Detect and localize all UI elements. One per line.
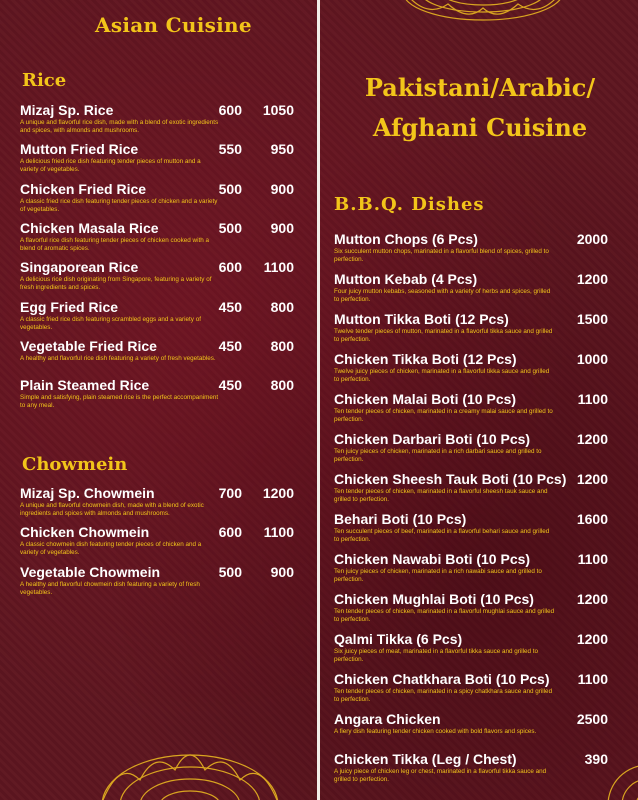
menu-item-name: Mizaj Sp. Rice: [20, 102, 114, 118]
menu-item-name: Chicken Masala Rice: [20, 219, 159, 236]
price-half: 700: [218, 485, 242, 501]
menu-item: [334, 631, 556, 664]
menu-item-description: Twelve juicy pieces of chicken, marinated in a flavorful tikka sauce and grilled to perfection.: [334, 368, 550, 383]
price-half: 600: [218, 524, 242, 541]
menu-item-name: Chicken Fried Rice: [20, 180, 147, 197]
menu-item-name: Mutton Kebab (4 Pcs): [334, 271, 478, 287]
menu-item-name: Chicken Nawabi Boti (10 Pcs): [334, 551, 531, 567]
menu-item-name: Chicken Darbari Boti (10 Pcs): [334, 431, 531, 447]
menu-item: [20, 377, 220, 410]
menu-item-price: 1100: [577, 671, 608, 687]
menu-item-description: A healthy and flavorful rice dish featuring a variety of fresh vegetables.: [20, 354, 216, 362]
menu-item-name: Mutton Fried Rice: [20, 141, 139, 158]
menu-item-name: Chicken Chowmein: [20, 524, 150, 541]
menu-item-name: Vegetable Fried Rice: [20, 337, 157, 354]
price-half: 450: [218, 337, 242, 354]
menu-item-description: A healthy and flavorful chowmein dish featuring a variety of fresh vegetables.: [20, 580, 200, 596]
menu-item-name: Angara Chicken: [334, 711, 441, 727]
price-full: 800: [270, 337, 294, 354]
price-full: 900: [270, 563, 294, 580]
menu-item-description: A juicy piece of chicken leg or chest, marinated in a flavorful tikka sauce and grilled to perfection.: [334, 768, 547, 783]
pakistani-arabic-afghani-title: [340, 68, 620, 148]
menu-item-description: A flavorful rice dish featuring tender pieces of chicken cooked with a blend of aromatic spices.: [20, 236, 210, 252]
menu-item: [334, 231, 556, 264]
menu-item-description: Twelve tender pieces of mutton, marinated in a flavorful tikka sauce and grilled to perfection.: [334, 328, 553, 343]
price-half: 500: [218, 563, 242, 580]
menu-item: [20, 220, 220, 253]
menu-item-description: Six succulent mutton chops, marinated in a flavorful blend of spices, grilled to perfection.: [334, 248, 549, 263]
menu-item-name: Vegetable Chowmein: [20, 563, 161, 580]
menu-item-description: Simple and satisfying, plain steamed rice is the perfect accompaniment to any meal.: [20, 394, 219, 410]
menu-item: [334, 551, 556, 584]
menu-item-name: Qalmi Tikka (6 Pcs): [334, 631, 463, 647]
menu-item-name: Chicken Malai Boti (10 Pcs): [334, 391, 517, 407]
price-half: 450: [218, 377, 242, 394]
menu-item: [20, 181, 220, 214]
menu-item-price: 1000: [576, 351, 608, 367]
menu-item-description: A classic chowmein dish featuring tender pieces of chicken and a variety of vegetables.: [20, 541, 202, 557]
menu-item-price: 1100: [577, 391, 608, 407]
menu-item: [334, 751, 556, 784]
price-full: 900: [270, 219, 294, 236]
menu-item: [334, 471, 567, 504]
price-full: 800: [270, 377, 294, 394]
menu-item: [20, 259, 220, 292]
menu-item-name: Chicken Sheesh Tauk Boti (10 Pcs): [334, 471, 567, 487]
menu-item-description: Six juicy pieces of meat, marinated in a flavorful tikka sauce and grilled to perfection.: [334, 648, 539, 663]
menu-item-price: 2500: [576, 711, 608, 727]
menu-item-name: Chicken Tikka (Leg / Chest): [334, 751, 517, 767]
menu-item: [334, 391, 556, 424]
menu-item-description: Ten tender pieces of chicken, marinated in a spicy chatkhara sauce and grilled to perfection.: [334, 688, 553, 703]
menu-item-description: A unique and flavorful rice dish, made with a blend of exotic ingredients and spices, with almonds and mushrooms.: [20, 119, 219, 134]
price-full: 1050: [262, 102, 294, 118]
menu-item-description: Ten succulent pieces of beef, marinated in a flavorful behari sauce and grilled to perfection.: [334, 528, 550, 543]
menu-item-description: A unique and flavorful chowmein dish, made with a blend of exotic ingredients and spices with almonds and mushrooms.: [20, 502, 204, 517]
menu-item-description: Ten tender pieces of chicken, marinated in a creamy malai sauce and grilled to perfection.: [334, 408, 553, 423]
price-full: 900: [270, 180, 294, 197]
menu-item: [334, 511, 556, 544]
menu-item-price: 1100: [577, 551, 608, 567]
menu-item-name: Mutton Tikka Boti (12 Pcs): [334, 311, 509, 327]
menu-item-name: Singaporean Rice: [20, 259, 139, 276]
menu-item-description: Ten juicy pieces of chicken, marinated in a rich darbari sauce and grilled to perfection.: [334, 448, 542, 463]
mandala-ornament-corner-icon: [598, 740, 638, 800]
menu-item: [334, 351, 556, 384]
menu-item: [20, 299, 220, 332]
menu-item: [20, 564, 220, 597]
menu-item-description: A delicious fried rice dish featuring tender pieces of mutton and a variety of vegetables.: [20, 158, 201, 174]
price-half: 450: [218, 298, 242, 315]
asian-cuisine-title: Asian Cuisine: [95, 13, 252, 37]
menu-item-description: A classic fried rice dish featuring scrambled eggs and a variety of vegetables.: [20, 315, 201, 331]
menu-item: [20, 102, 220, 135]
menu-item-name: Egg Fried Rice: [20, 298, 119, 315]
menu-item-name: Mizaj Sp. Chowmein: [20, 485, 155, 501]
price-full: 800: [270, 298, 294, 315]
menu-item-price: 2000: [576, 231, 608, 247]
menu-item: [334, 711, 556, 736]
rice-heading: Rice: [22, 70, 67, 91]
title-line-1: Pakistani/Arabic/: [364, 73, 596, 102]
menu-item-description: A delicious rice dish originating from Singapore, featuring a variety of fresh ingredients and spices.: [20, 276, 212, 292]
menu-item-price: 1500: [576, 311, 608, 327]
menu-item-description: Ten juicy pieces of chicken, marinated in a rich nawabi sauce and grilled to perfection.: [334, 568, 542, 583]
price-half: 600: [218, 259, 242, 276]
menu-item: [334, 671, 556, 704]
menu-item: [20, 524, 220, 557]
menu-item-name: Mutton Chops (6 Pcs): [334, 231, 478, 247]
menu-item-description: Ten tender pieces of chicken, marinated in a flavorful mughlai sauce and grilled to perfection.: [334, 608, 555, 623]
price-full: 1100: [263, 259, 294, 276]
chowmein-heading: Chowmein: [22, 454, 128, 475]
menu-item-name: Chicken Mughlai Boti (10 Pcs): [334, 591, 534, 607]
menu-item-price: 1200: [576, 471, 608, 487]
price-half: 600: [218, 102, 242, 118]
menu-item: [334, 271, 556, 304]
price-half: 500: [218, 219, 242, 236]
menu-item-price: 1200: [576, 271, 608, 287]
column-divider: [317, 0, 320, 800]
menu-item: [20, 338, 220, 363]
menu-item-price: 1200: [576, 631, 608, 647]
menu-item: [20, 485, 220, 518]
menu-item: [334, 591, 556, 624]
menu-item-description: A fiery dish featuring tender chicken cooked with bold flavors and spices.: [334, 728, 537, 735]
menu-item-description: Four juicy mutton kebabs, seasoned with a variety of herbs and spices, grilled to perfection.: [334, 288, 551, 303]
menu-item-price: 1200: [576, 591, 608, 607]
price-full: 1200: [262, 485, 294, 501]
menu-item-price: 1600: [576, 511, 608, 527]
price-full: 950: [270, 141, 294, 158]
mandala-ornament-bottom-icon: [95, 740, 285, 800]
menu-item-name: Plain Steamed Rice: [20, 377, 150, 394]
title-line-2: Afghani Cuisine: [372, 113, 588, 142]
menu-item: [20, 141, 220, 174]
menu-item-description: A classic fried rice dish featuring tender pieces of chicken and a variety of vegetables.: [20, 197, 218, 213]
price-half: 500: [218, 180, 242, 197]
menu-item: [334, 311, 556, 344]
menu-item-price: 1200: [576, 431, 608, 447]
menu-item-name: Chicken Chatkhara Boti (10 Pcs): [334, 671, 550, 687]
menu-item-name: Chicken Tikka Boti (12 Pcs): [334, 351, 517, 367]
menu-item-name: Behari Boti (10 Pcs): [334, 511, 467, 527]
mandala-ornament-icon: [398, 0, 568, 24]
price-half: 550: [218, 141, 242, 158]
menu-item-price: 390: [584, 751, 608, 767]
menu-item-description: Ten tender pieces of chicken, marinated in a flavorful sheesh tauk sauce and grilled to perfection.: [334, 488, 548, 503]
menu-item: [334, 431, 556, 464]
bbq-heading: B.B.Q. Dishes: [334, 194, 485, 215]
price-full: 1100: [263, 524, 294, 541]
